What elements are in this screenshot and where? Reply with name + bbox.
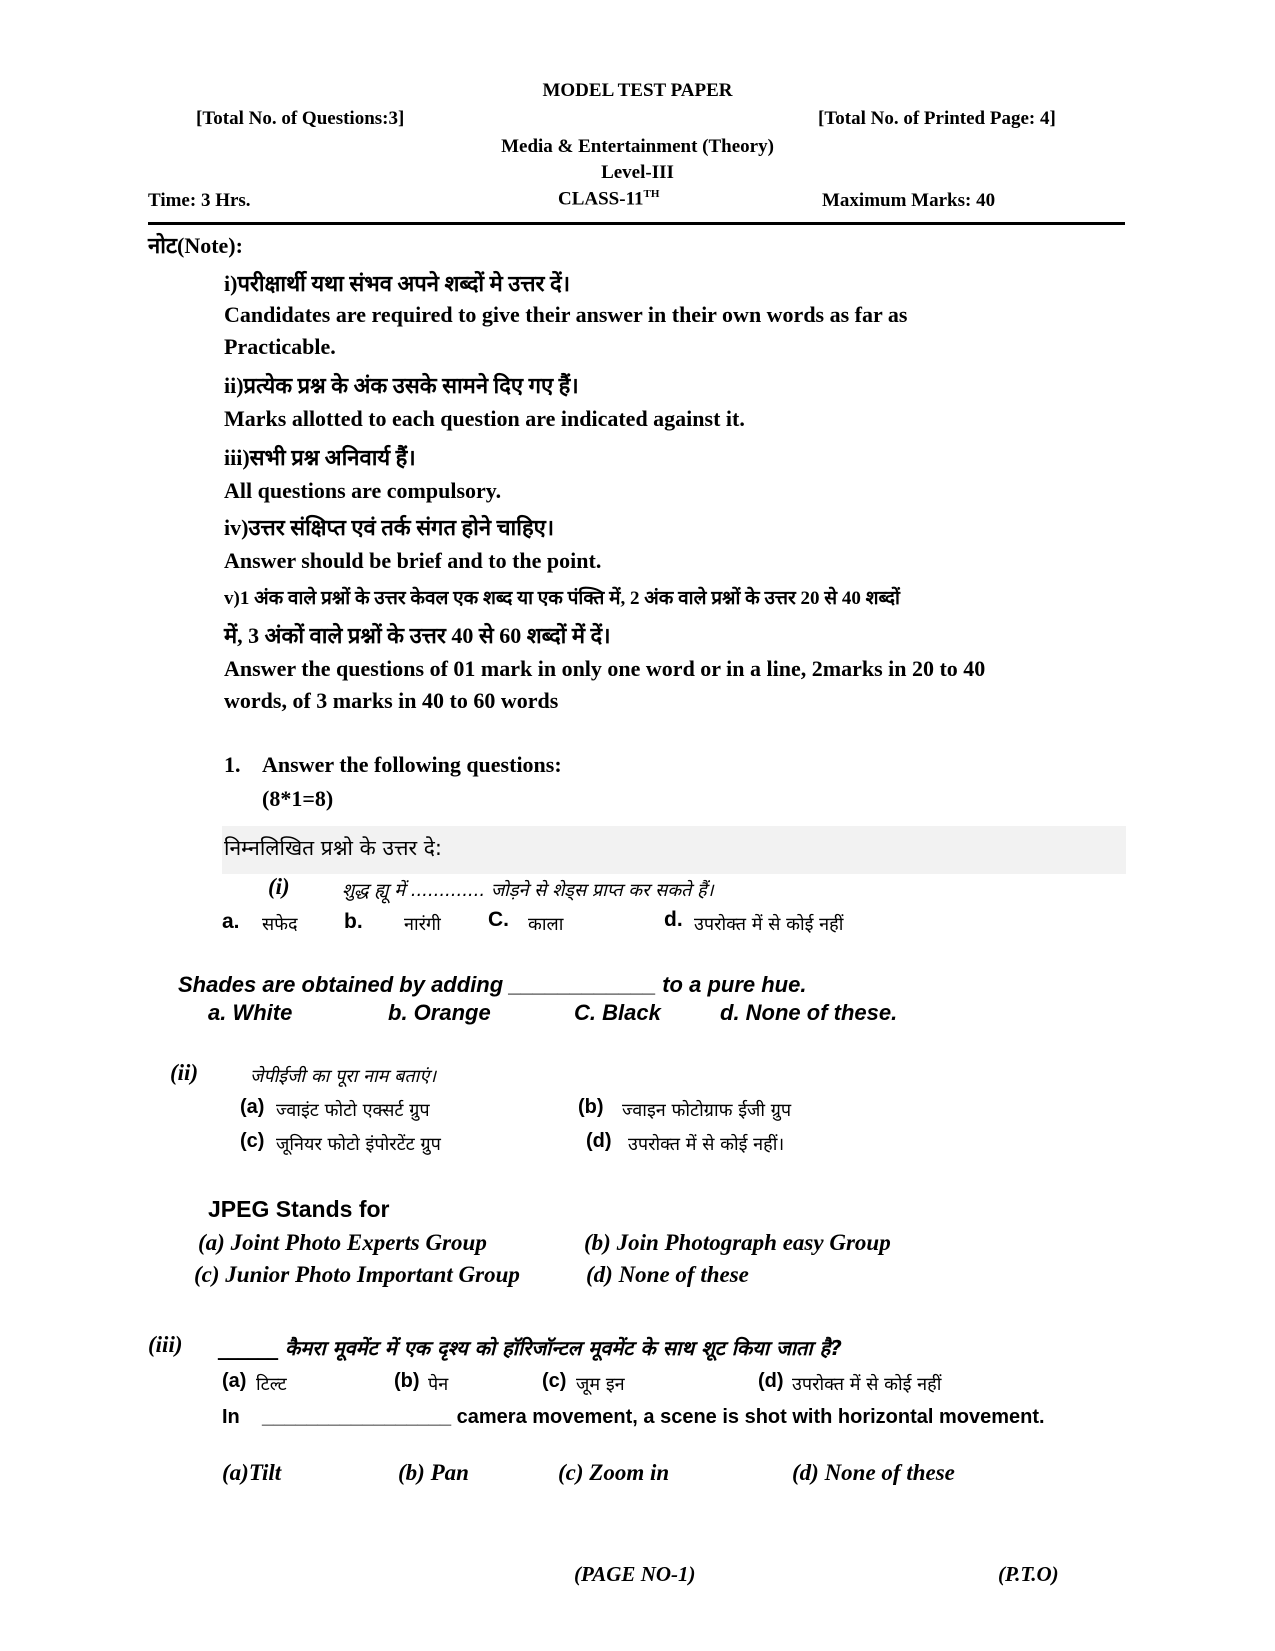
total-pages: [Total No. of Printed Page: 4]	[818, 108, 1056, 129]
q-ii-hindi-question: जेपीईजी का पूरा नाम बताएं।	[250, 1066, 437, 1087]
q-i-hindi-option-a-key: a.	[222, 910, 240, 933]
q-iii-english-option-d: (d) None of these	[792, 1460, 955, 1485]
note-line-3: Practicable.	[224, 334, 336, 359]
note-line-12: Answer the questions of 01 mark in only one word or in a line, 2marks in 20 to 40	[224, 656, 986, 681]
question-1-hindi-title: निम्नलिखित प्रश्नो के उत्तर दे:	[224, 836, 442, 860]
total-questions: [Total No. of Questions:3]	[196, 108, 405, 129]
q-i-english-question: Shades are obtained by adding ____________ to a pure hue.	[178, 972, 807, 997]
note-line-7: All questions are compulsory.	[224, 478, 502, 503]
q-iii-hindi-option-d-key: (d)	[758, 1370, 784, 1392]
q-iii-hindi-option-a: टिल्ट	[256, 1374, 287, 1395]
q-i-hindi-option-c-key: C.	[488, 908, 509, 931]
q-i-hindi-option-d-key: d.	[664, 908, 683, 931]
note-line-6: iii)सभी प्रश्न अनिवार्य हैं।	[224, 445, 416, 470]
q-ii-hindi-option-d: उपरोक्त में से कोई नहीं।	[628, 1134, 785, 1155]
q-ii-hindi-option-d-key: (d)	[586, 1130, 612, 1152]
q-ii-english-option-a: (a) Joint Photo Experts Group	[198, 1230, 487, 1255]
q-iii-label: (iii)	[148, 1332, 183, 1357]
note-line-2: Candidates are required to give their answer in their own words as far as	[224, 302, 908, 327]
note-line-10: v)1 अंक वाले प्रश्नों के उत्तर केवल एक शब्द या एक पंक्ति में, 2 अंक वाले प्रश्नों के उत्तर 20 से 40 शब्दों	[224, 588, 900, 609]
note-line-9: Answer should be brief and to the point.	[224, 548, 602, 573]
q-iii-english-question: _________________ camera movement, a scene is shot with horizontal movement.	[262, 1406, 1045, 1428]
question-1-title: Answer the following questions:	[262, 752, 562, 777]
q-iii-hindi-option-a-key: (a)	[222, 1370, 247, 1392]
q-ii-hindi-option-b-key: (b)	[578, 1096, 604, 1118]
paper-title: MODEL TEST PAPER	[542, 80, 733, 101]
please-turn-over: (P.T.O)	[998, 1562, 1059, 1586]
note-line-1: i)परीक्षार्थी यथा संभव अपने शब्दों मे उत्तर दें।	[224, 271, 571, 296]
q-iii-hindi-option-c-key: (c)	[542, 1370, 567, 1392]
q-iii-hindi-option-b: पेन	[428, 1374, 449, 1395]
q-iii-english-option-b: (b) Pan	[398, 1460, 469, 1485]
q-ii-hindi-option-a: ज्वाइंट फोटो एक्सर्ट ग्रुप	[276, 1100, 430, 1121]
q-i-hindi-option-a: सफेद	[262, 914, 298, 935]
q-i-hindi-option-d: उपरोक्त में से कोई नहीं	[694, 914, 844, 935]
q-ii-english-question: JPEG Stands for	[208, 1196, 390, 1222]
header-divider	[148, 222, 1125, 225]
note-heading: नोट(Note):	[148, 233, 243, 258]
note-line-13: words, of 3 marks in 40 to 60 words	[224, 688, 559, 713]
page-number: (PAGE NO-1)	[574, 1562, 696, 1586]
q-i-hindi-option-b: नारंगी	[404, 914, 441, 935]
note-line-5: Marks allotted to each question are indicated against it.	[224, 406, 745, 431]
class-main: CLASS-11	[558, 188, 644, 210]
q-ii-hindi-option-a-key: (a)	[240, 1096, 265, 1118]
q-ii-label: (ii)	[170, 1060, 199, 1085]
q-i-hindi-option-b-key: b.	[344, 910, 363, 933]
exam-time: Time: 3 Hrs.	[148, 190, 251, 211]
q-iii-hindi-option-b-key: (b)	[394, 1370, 420, 1392]
q-i-english-option-a: a. White	[208, 1000, 293, 1025]
subject-title: Media & Entertainment (Theory)	[501, 136, 774, 157]
q-ii-english-option-b: (b) Join Photograph easy Group	[584, 1230, 891, 1255]
q-i-english-option-d: d. None of these.	[720, 1000, 898, 1025]
q-i-hindi-option-c: काला	[528, 914, 564, 935]
note-line-11: में, 3 अंकों वाले प्रश्नों के उत्तर 40 से 60 शब्दों में दें।	[224, 623, 611, 648]
q-ii-hindi-option-c-key: (c)	[240, 1130, 265, 1152]
q-iii-hindi-option-d: उपरोक्त में से कोई नहीं	[792, 1374, 942, 1395]
q-ii-english-option-d: (d) None of these	[586, 1262, 749, 1287]
class-superscript: TH	[643, 188, 660, 200]
note-line-8: iv)उत्तर संक्षिप्त एवं तर्क संगत होने चाहिए।	[224, 515, 555, 540]
level-title: Level-III	[601, 162, 674, 183]
q-iii-english-prefix: In	[222, 1406, 240, 1428]
note-line-4: ii)प्रत्येक प्रश्न के अंक उसके सामने दिए गए हैं।	[224, 373, 579, 398]
q-ii-hindi-option-c: जूनियर फोटो इंपोरटेंट ग्रुप	[276, 1134, 441, 1155]
question-1-marks: (8*1=8)	[262, 786, 334, 811]
question-1-number: 1.	[224, 752, 241, 777]
q-ii-hindi-option-b: ज्वाइन फोटोग्राफ ईजी ग्रुप	[622, 1100, 792, 1121]
q-i-label: (i)	[268, 874, 290, 899]
class-label	[558, 188, 659, 210]
q-iii-english-option-c: (c) Zoom in	[558, 1460, 670, 1485]
q-i-hindi-question: शुद्ध ह्यू में ............. जोड़ने से शेड्स प्राप्त कर सकते हैं।	[342, 880, 714, 901]
q-iii-english-option-a: (a)Tilt	[222, 1460, 282, 1485]
q-iii-hindi-question: ______ कैमरा मूवमेंट में एक दृश्य को हॉरिजॉन्टल मूवमेंट के साथ शूट किया जाता है?	[218, 1336, 842, 1360]
maximum-marks: Maximum Marks: 40	[822, 190, 996, 211]
q-i-english-option-b: b. Orange	[388, 1000, 491, 1025]
q-i-english-option-c: C. Black	[574, 1000, 661, 1025]
q-iii-hindi-option-c: जूम इन	[576, 1374, 625, 1395]
q-ii-english-option-c: (c) Junior Photo Important Group	[194, 1262, 520, 1287]
